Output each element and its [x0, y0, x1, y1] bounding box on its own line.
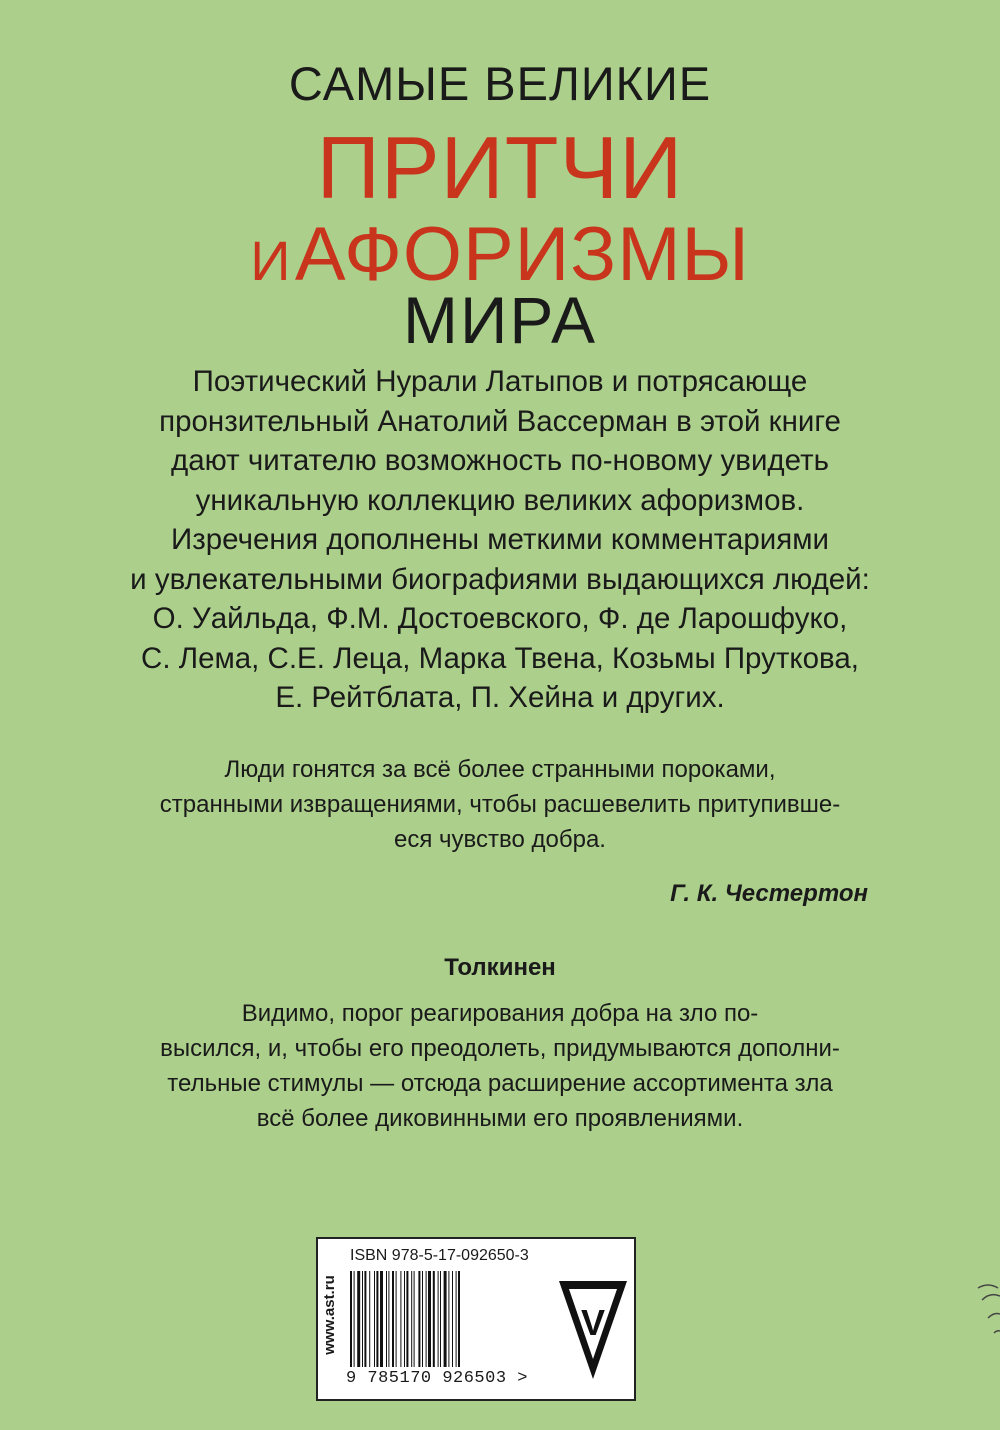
decorative-sprig-icon [958, 1278, 1000, 1348]
title-line-2: ПРИТЧИ [316, 118, 684, 217]
title-aphorisms: АФОРИЗМЫ [294, 212, 750, 297]
description [60, 362, 940, 718]
comment-title: Толкинен [444, 954, 556, 981]
comment-line: высился, и, чтобы его преодолеть, придумываются дополни- [160, 1035, 840, 1062]
quote [100, 752, 900, 857]
quote-line: странными извращениями, чтобы расшевелить притупивше- [159, 791, 841, 818]
title-line-4: МИРА [402, 283, 598, 357]
barcode-box [316, 1237, 636, 1401]
quote-line: Люди гонятся за всё более странными пороками, [224, 756, 776, 783]
quote-author: Г. К. Честертон [670, 880, 868, 907]
comment [100, 996, 900, 1136]
description-line: Поэтический Нурали Латыпов и потрясающе [192, 365, 808, 398]
comment-line: тельные стимулы — отсюда расширение ассортимента зла [167, 1070, 833, 1097]
description-line: уникальную коллекцию великих афоризмов. [195, 483, 805, 517]
title-conjunction: И [250, 229, 291, 292]
description-line: Изречения дополнены меткими комментариями [171, 523, 829, 556]
description-line: дают читателю возможность по-новому увидеть [171, 444, 829, 477]
website-url: www.ast.ru [321, 1275, 338, 1355]
comment-line: всё более диковинными его проявлениями. [256, 1105, 744, 1132]
publisher-v-logo-icon [556, 1263, 630, 1383]
description-line: О. Уайльда, Ф.М. Достоевского, Ф. де Ларошфуко, [152, 602, 848, 635]
isbn: ISBN 978-5-17-092650-3 [350, 1247, 529, 1264]
description-line: и увлекательными биографиями выдающихся людей: [130, 562, 870, 596]
title-line-1: САМЫЕ ВЕЛИКИЕ [288, 57, 712, 110]
quote-line: еся чувство добра. [394, 826, 606, 853]
description-line: С. Лема, С.Е. Леца, Марка Твена, Козьмы Пруткова, [141, 641, 859, 675]
comment-line: Видимо, порог реагирования добра на зло по- [241, 1000, 759, 1027]
description-line: Е. Рейтблата, П. Хейна и других. [275, 681, 725, 714]
description-line: пронзительный Анатолий Вассерман в этой книге [159, 404, 841, 438]
logo-letter: V [580, 1302, 606, 1343]
barcode-icon [348, 1271, 548, 1367]
barcode-number: 9 785170 926503 > [346, 1369, 528, 1388]
